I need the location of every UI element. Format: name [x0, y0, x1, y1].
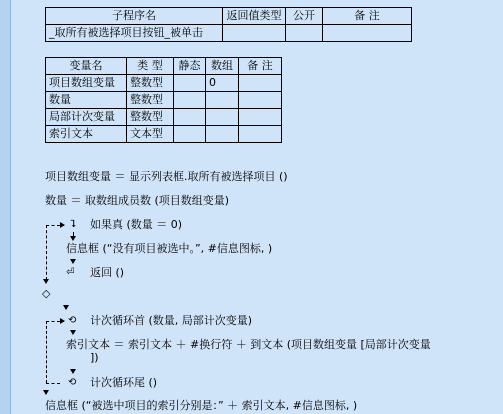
if-flow-top-line — [46, 225, 60, 226]
col-type: 类 型 — [127, 58, 174, 75]
code-line-index-text[interactable]: 索引文本 ＝ 索引文本 ＋ #换行符 ＋ 到文本 (项目数组变量 [局部计次变量 — [66, 338, 431, 351]
variable-static-cell[interactable] — [174, 92, 206, 109]
code-line-msgbox-result[interactable]: 信息框 (“被选中项目的索引分别是：” ＋ 索引文本, #信息图标, ) — [45, 399, 358, 412]
loop-end-arrow — [70, 369, 76, 374]
col-var-remark: 备 注 — [239, 58, 282, 75]
final-arrow — [43, 390, 49, 395]
code-line-if-true[interactable]: 如果真 (数量 ＝ 0) — [90, 218, 183, 231]
return-arrow — [70, 259, 76, 264]
subroutine-header-row — [46, 8, 412, 25]
variable-array-cell[interactable] — [206, 109, 239, 126]
left-gutter — [0, 0, 11, 414]
code-line-loop-start[interactable]: 计次循环首 (数量, 局部计次变量) — [90, 314, 253, 327]
variable-type-cell[interactable]: 整数型 — [127, 92, 174, 109]
variable-name-cell[interactable]: 项目数组变量 — [46, 75, 127, 92]
col-public: 公开 — [286, 8, 323, 25]
code-line-return[interactable]: 返回 () — [90, 266, 125, 279]
loop-body-arrow — [70, 330, 76, 335]
code-line-msgbox-empty[interactable]: 信息框 (“没有项目被选中。”, #信息图标, ) — [66, 242, 273, 255]
variable-static-cell[interactable] — [174, 75, 206, 92]
variable-remark-cell[interactable] — [239, 109, 282, 126]
subroutine-row[interactable] — [46, 25, 412, 42]
variable-static-cell[interactable] — [174, 126, 206, 143]
remark-cell[interactable] — [323, 25, 412, 42]
col-return-type: 返回值类型 — [223, 8, 286, 25]
variable-table — [45, 57, 282, 143]
if-flow-arrow — [60, 222, 65, 228]
col-remark: 备 注 — [323, 8, 412, 25]
variable-type-cell[interactable]: 文本型 — [127, 126, 174, 143]
col-static: 静态 — [174, 58, 206, 75]
diamond-icon: ◇ — [42, 287, 51, 300]
branch-icon: ⮧ — [70, 219, 76, 230]
loop-icon: ⟲ — [68, 315, 77, 326]
loop-flow-top-line — [46, 321, 60, 322]
variable-remark-cell[interactable] — [239, 126, 282, 143]
variable-remark-cell[interactable] — [239, 75, 282, 92]
loop-end-icon: ⟲ — [68, 377, 77, 388]
loop-flow-bottom-line — [46, 383, 60, 384]
col-variable-name: 变量名 — [46, 58, 127, 75]
variable-name-cell[interactable]: 局部计次变量 — [46, 109, 127, 126]
variable-name-cell[interactable]: 索引文本 — [46, 126, 127, 143]
variable-row[interactable] — [46, 109, 282, 126]
code-line-assign-array[interactable]: 项目数组变量 ＝ 显示列表框.取所有被选择项目 () — [45, 170, 288, 183]
variable-array-cell[interactable] — [206, 126, 239, 143]
variable-row[interactable] — [46, 92, 282, 109]
variable-name-cell[interactable]: 数量 — [46, 92, 127, 109]
code-line-assign-count[interactable]: 数量 ＝ 取数组成员数 (项目数组变量) — [45, 194, 230, 207]
variable-header-row — [46, 58, 282, 75]
return-icon: ⏎ — [66, 267, 75, 278]
return-type-cell[interactable] — [223, 25, 286, 42]
code-line-index-text-cont[interactable]: ]) — [90, 351, 99, 364]
col-array: 数组 — [206, 58, 239, 75]
public-cell[interactable] — [286, 25, 323, 42]
variable-array-cell[interactable]: 0 — [206, 75, 239, 92]
subroutine-table — [45, 7, 412, 42]
variable-type-cell[interactable]: 整数型 — [127, 109, 174, 126]
loop-flow-left-line — [46, 321, 47, 383]
variable-array-cell[interactable] — [206, 92, 239, 109]
if-end-arrow — [43, 279, 49, 284]
variable-row[interactable] — [46, 126, 282, 143]
col-subroutine-name: 子程序名 — [46, 8, 223, 25]
loop-entry-arrow — [63, 305, 69, 310]
loop-flow-arrow — [60, 318, 65, 324]
if-inner-arrow — [70, 236, 76, 241]
variable-static-cell[interactable] — [174, 109, 206, 126]
variable-type-cell[interactable]: 整数型 — [127, 75, 174, 92]
if-flow-left-line — [46, 225, 47, 280]
subroutine-name-cell[interactable]: _取所有被选择项目按钮_被单击 — [46, 25, 223, 42]
variable-remark-cell[interactable] — [239, 92, 282, 109]
code-line-loop-end[interactable]: 计次循环尾 () — [90, 376, 158, 389]
variable-row[interactable] — [46, 75, 282, 92]
